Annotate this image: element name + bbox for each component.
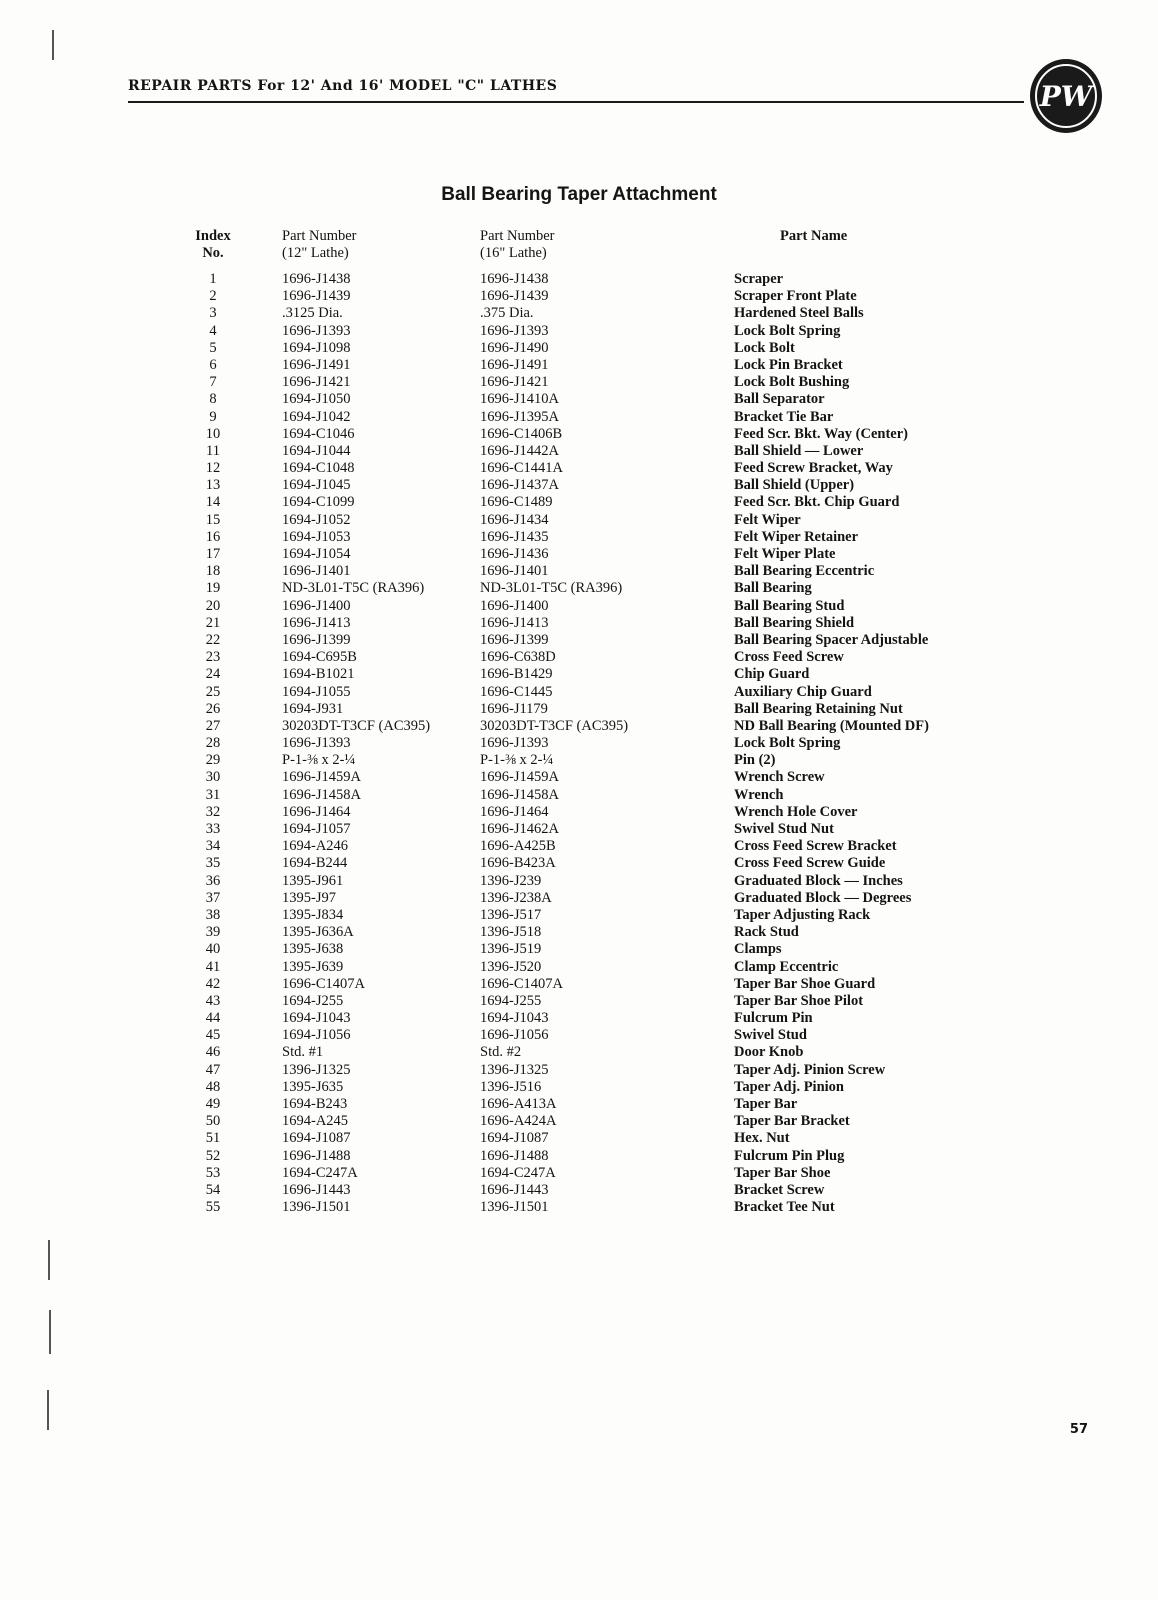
part12-cell: 1694-J931 — [282, 700, 344, 717]
table-row — [0, 340, 1158, 357]
table-row — [0, 305, 1158, 322]
table-row — [0, 804, 1158, 821]
part-name-cell: Wrench Screw — [734, 769, 825, 786]
part16-cell: 1396-J239 — [480, 872, 542, 889]
part16-cell: 30203DT-T3CF (AC395) — [480, 717, 629, 734]
table-row — [0, 357, 1158, 374]
table-row — [0, 787, 1158, 804]
index-cell: 12 — [205, 460, 221, 477]
part16-cell: ND-3L01-T5C (RA396) — [480, 580, 623, 597]
part-name-cell: Lock Bolt Spring — [734, 322, 841, 339]
part16-cell: 1696-J1393 — [480, 322, 549, 339]
table-row — [0, 666, 1158, 683]
part16-cell: 1396-J516 — [480, 1078, 542, 1095]
table-row — [0, 941, 1158, 958]
part12-cell: 1694-J255 — [282, 992, 344, 1009]
index-cell: 16 — [205, 528, 221, 545]
part12-cell: 1694-C1099 — [282, 494, 355, 511]
part-name-cell: Ball Separator — [734, 391, 825, 408]
table-row — [0, 1079, 1158, 1096]
part16-cell: 1696-C638D — [480, 649, 556, 666]
part-name-cell: Ball Bearing Stud — [734, 597, 845, 614]
table-row — [0, 684, 1158, 701]
part-name-cell: Hex. Nut — [734, 1130, 790, 1147]
index-cell: 45 — [205, 1027, 221, 1044]
part-name-cell: Hardened Steel Balls — [734, 305, 864, 322]
part-name-cell: Scraper — [734, 271, 784, 287]
part-name-cell: Bracket Tee Nut — [734, 1199, 835, 1216]
part-name-cell: Rack Stud — [734, 924, 799, 941]
part16-cell: 1696-J1410A — [480, 391, 559, 408]
index-cell: 35 — [205, 855, 221, 872]
part12-cell: 1694-A245 — [282, 1113, 349, 1130]
part-name-cell: Feed Screw Bracket, Way — [734, 460, 893, 477]
index-cell: 32 — [205, 803, 221, 820]
part-name-cell: Wrench — [734, 786, 784, 803]
part12-cell: 1696-J1488 — [282, 1147, 351, 1164]
index-cell: 51 — [205, 1130, 221, 1147]
part12-cell: 1694-B243 — [282, 1096, 348, 1112]
column-header-part16-line2: (16" Lathe) — [480, 245, 547, 261]
index-cell: 39 — [205, 924, 221, 941]
part-name-cell: Clamp Eccentric — [734, 958, 839, 975]
index-cell: 14 — [205, 494, 221, 511]
part12-cell: 1395-J961 — [282, 872, 344, 889]
part-name-cell: Bracket Screw — [734, 1181, 825, 1198]
table-row — [0, 1182, 1158, 1199]
part-name-cell: Felt Wiper Retainer — [734, 528, 859, 545]
index-cell: 46 — [205, 1044, 221, 1061]
table-row — [0, 460, 1158, 477]
part16-cell: 1696-J1443 — [480, 1181, 549, 1198]
column-header-part12-line1: Part Number — [282, 228, 357, 244]
part12-cell: 1395-J639 — [282, 958, 344, 975]
pw-logo — [1028, 58, 1104, 134]
part-name-cell: Graduated Block — Inches — [734, 872, 903, 889]
part-name-cell: Clamps — [734, 941, 782, 958]
table-row — [0, 959, 1158, 976]
part12-cell: 1694-J1087 — [282, 1130, 351, 1147]
part12-cell: 1694-J1056 — [282, 1027, 351, 1044]
index-cell: 21 — [205, 614, 221, 631]
part16-cell: Std. #2 — [480, 1044, 522, 1061]
table-row — [0, 924, 1158, 941]
part16-cell: 1696-J1395A — [480, 408, 559, 425]
part12-cell: 1694-J1057 — [282, 821, 351, 837]
part16-cell: 1396-J1325 — [480, 1061, 549, 1078]
part-name-cell: Lock Bolt Bushing — [734, 374, 850, 391]
index-cell: 48 — [205, 1078, 221, 1095]
part12-cell: 1395-J636A — [282, 924, 354, 941]
part16-cell: 1696-J1400 — [480, 597, 549, 614]
index-cell: 36 — [205, 872, 221, 889]
page-header-title: REPAIR PARTS For 12' And 16' MODEL "C" LATHES — [128, 78, 558, 94]
index-cell: 38 — [205, 906, 221, 923]
column-header-part16 — [480, 228, 640, 262]
index-cell: 30 — [205, 769, 221, 786]
part16-cell: 1696-B423A — [480, 855, 556, 872]
table-row — [0, 1010, 1158, 1027]
table-row — [0, 907, 1158, 924]
table-row — [0, 855, 1158, 872]
table-row — [0, 632, 1158, 649]
part16-cell: 1696-J1437A — [480, 477, 559, 494]
column-header-name-line1: Part Name — [780, 228, 848, 244]
part-name-cell: Cross Feed Screw Guide — [734, 855, 886, 872]
part12-cell: 1694-J1098 — [282, 339, 351, 356]
part12-cell: 1696-J1393 — [282, 735, 351, 752]
part16-cell: 1694-J1043 — [480, 1010, 549, 1027]
part-name-cell: Chip Guard — [734, 666, 810, 683]
part16-cell: 1396-J517 — [480, 906, 542, 923]
index-cell: 13 — [205, 477, 221, 494]
part16-cell: 1696-J1393 — [480, 735, 549, 752]
table-row — [0, 288, 1158, 305]
table-row — [0, 409, 1158, 426]
index-cell: 25 — [205, 683, 221, 700]
table-row — [0, 323, 1158, 340]
index-cell: 24 — [205, 666, 221, 683]
part12-cell: 1396-J1325 — [282, 1061, 351, 1078]
part-name-cell: Taper Adj. Pinion — [734, 1078, 844, 1095]
part-name-cell: Feed Scr. Bkt. Chip Guard — [734, 494, 900, 511]
part12-cell: 1696-J1459A — [282, 769, 361, 786]
part12-cell: 1694-J1042 — [282, 408, 351, 425]
index-cell: 1 — [209, 271, 217, 287]
part12-cell: 1694-J1054 — [282, 546, 351, 562]
table-row — [0, 718, 1158, 735]
part-name-cell: Wrench Hole Cover — [734, 803, 858, 820]
part-name-cell: Door Knob — [734, 1044, 804, 1061]
index-cell: 10 — [205, 425, 221, 442]
part16-cell: 1696-J1442A — [480, 442, 559, 459]
table-row — [0, 1062, 1158, 1079]
part-name-cell: Swivel Stud — [734, 1027, 807, 1044]
parts-table — [0, 271, 1158, 1216]
part16-cell: 1696-C1489 — [480, 494, 553, 511]
index-cell: 54 — [205, 1181, 221, 1198]
page-number: 57 — [1069, 1422, 1088, 1437]
index-cell: 31 — [205, 786, 221, 803]
index-cell: 5 — [209, 339, 217, 356]
part12-cell: 1694-C1046 — [282, 425, 355, 442]
column-header-part16-line1: Part Number — [480, 228, 555, 244]
column-header-name — [780, 228, 900, 245]
part-name-cell: Scraper Front Plate — [734, 288, 857, 305]
part-name-cell: Felt Wiper Plate — [734, 546, 836, 562]
column-header-index-line1: Index — [195, 228, 231, 244]
part12-cell: 1694-A246 — [282, 838, 349, 855]
part12-cell: 1694-C1048 — [282, 460, 355, 477]
table-row — [0, 512, 1158, 529]
table-row — [0, 443, 1158, 460]
part16-cell: 1696-J1488 — [480, 1147, 549, 1164]
index-cell: 22 — [205, 631, 221, 648]
part-name-cell: Ball Bearing Spacer Adjustable — [734, 631, 929, 648]
index-cell: 49 — [205, 1096, 221, 1112]
part12-cell: 1694-J1044 — [282, 442, 351, 459]
table-row — [0, 271, 1158, 288]
part-name-cell: Graduated Block — Degrees — [734, 889, 912, 906]
pw-logo-text: PW — [1039, 80, 1093, 113]
part12-cell: 1696-J1458A — [282, 786, 361, 803]
index-cell: 34 — [205, 838, 221, 855]
part16-cell: 1696-J1434 — [480, 511, 549, 528]
part-name-cell: Bracket Tie Bar — [734, 408, 834, 425]
part-name-cell: Fulcrum Pin — [734, 1010, 813, 1027]
index-cell: 44 — [205, 1010, 221, 1027]
part-name-cell: Fulcrum Pin Plug — [734, 1147, 845, 1164]
table-row — [0, 1148, 1158, 1165]
part-name-cell: Feed Scr. Bkt. Way (Center) — [734, 425, 908, 442]
part-name-cell: Taper Adjusting Rack — [734, 906, 871, 923]
part-name-cell: Taper Bar Shoe — [734, 1164, 831, 1181]
index-cell: 43 — [205, 992, 221, 1009]
part16-cell: 1694-J255 — [480, 992, 542, 1009]
table-row — [0, 735, 1158, 752]
table-row — [0, 1027, 1158, 1044]
part16-cell: 1696-J1179 — [480, 700, 548, 717]
table-row — [0, 1113, 1158, 1130]
part12-cell: 1395-J638 — [282, 941, 344, 958]
section-title: Ball Bearing Taper Attachment — [441, 184, 717, 205]
index-cell: 28 — [205, 735, 221, 752]
table-row — [0, 752, 1158, 769]
table-row — [0, 873, 1158, 890]
part12-cell: 1694-J1053 — [282, 528, 351, 545]
part12-cell: 1694-B1021 — [282, 666, 355, 683]
table-row — [0, 701, 1158, 718]
column-header-index — [188, 228, 238, 262]
table-row — [0, 563, 1158, 580]
part12-cell: 1694-J1050 — [282, 391, 351, 408]
scan-mark — [48, 1240, 50, 1280]
part16-cell: 1696-J1413 — [480, 614, 549, 631]
part16-cell: 1696-J1439 — [480, 288, 549, 305]
part12-cell: 1696-J1443 — [282, 1181, 351, 1198]
table-row — [0, 391, 1158, 408]
part-name-cell: Pin (2) — [734, 752, 776, 769]
part12-cell: 1694-C695B — [282, 649, 357, 666]
index-cell: 11 — [206, 442, 220, 459]
part16-cell: 1696-C1407A — [480, 975, 563, 992]
index-cell: 55 — [205, 1199, 221, 1216]
part12-cell: 1696-C1407A — [282, 975, 365, 992]
part16-cell: 1696-J1438 — [480, 271, 549, 287]
header-rule — [128, 101, 1024, 103]
part16-cell: 1696-A413A — [480, 1096, 557, 1112]
part12-cell: 1696-J1413 — [282, 614, 351, 631]
part12-cell: Std. #1 — [282, 1044, 324, 1061]
part-name-cell: Ball Bearing Retaining Nut — [734, 700, 903, 717]
part12-cell: 1396-J1501 — [282, 1199, 351, 1216]
part12-cell: 1696-J1439 — [282, 288, 351, 305]
table-row — [0, 546, 1158, 563]
column-header-part12 — [282, 228, 442, 262]
part-name-cell: Ball Bearing Shield — [734, 614, 855, 631]
part16-cell: 1696-J1491 — [480, 356, 549, 373]
part12-cell: 1696-J1464 — [282, 803, 351, 820]
table-row — [0, 615, 1158, 632]
index-cell: 50 — [205, 1113, 221, 1130]
index-cell: 23 — [205, 649, 221, 666]
part16-cell: 1396-J518 — [480, 924, 542, 941]
part16-cell: 1696-J1459A — [480, 769, 559, 786]
part12-cell: 1395-J635 — [282, 1078, 344, 1095]
part16-cell: 1396-J238A — [480, 889, 552, 906]
part12-cell: ND-3L01-T5C (RA396) — [282, 580, 425, 597]
index-cell: 53 — [205, 1164, 221, 1181]
part12-cell: 1694-B244 — [282, 855, 348, 872]
table-row — [0, 1199, 1158, 1216]
table-row — [0, 529, 1158, 546]
part-name-cell: Lock Pin Bracket — [734, 356, 843, 373]
table-row — [0, 1165, 1158, 1182]
part16-cell: 1696-A425B — [480, 838, 556, 855]
part-name-cell: Ball Shield (Upper) — [734, 477, 855, 494]
index-cell: 41 — [205, 958, 221, 975]
index-cell: 20 — [205, 597, 221, 614]
index-cell: 40 — [205, 941, 221, 958]
part12-cell: 1696-J1401 — [282, 563, 351, 580]
table-row — [0, 374, 1158, 391]
part-name-cell: ND Ball Bearing (Mounted DF) — [734, 717, 929, 734]
part16-cell: 1696-J1401 — [480, 563, 549, 580]
column-header-part12-line2: (12" Lathe) — [282, 245, 349, 261]
part-name-cell: Lock Bolt — [734, 339, 795, 356]
index-cell: 6 — [209, 356, 217, 373]
part16-cell: 1396-J1501 — [480, 1199, 549, 1216]
part12-cell: 1694-C247A — [282, 1164, 358, 1181]
index-cell: 15 — [205, 511, 221, 528]
part12-cell: 1694-J1052 — [282, 511, 351, 528]
table-row — [0, 838, 1158, 855]
part-name-cell: Taper Bar Shoe Guard — [734, 975, 876, 992]
table-row — [0, 426, 1158, 443]
part-name-cell: Swivel Stud Nut — [734, 821, 834, 837]
table-row — [0, 890, 1158, 907]
index-cell: 42 — [205, 975, 221, 992]
part-name-cell: Auxiliary Chip Guard — [734, 683, 872, 700]
part12-cell: 1696-J1438 — [282, 271, 351, 287]
part12-cell: 1395-J97 — [282, 889, 336, 906]
part-name-cell: Taper Bar Shoe Pilot — [734, 992, 864, 1009]
part12-cell: 1696-J1399 — [282, 631, 351, 648]
part16-cell: 1696-B1429 — [480, 666, 553, 683]
index-cell: 52 — [205, 1147, 221, 1164]
index-cell: 9 — [209, 408, 217, 425]
index-cell: 27 — [205, 717, 221, 734]
part12-cell: .3125 Dia. — [282, 305, 343, 322]
table-row — [0, 821, 1158, 838]
part16-cell: 1696-J1436 — [480, 546, 549, 562]
part12-cell: P-1-⅜ x 2-¼ — [282, 752, 356, 769]
part-name-cell: Taper Adj. Pinion Screw — [734, 1061, 886, 1078]
index-cell: 8 — [209, 391, 217, 408]
scan-mark — [47, 1390, 49, 1430]
table-row — [0, 598, 1158, 615]
column-header-index-line2: No. — [202, 245, 224, 261]
scan-mark — [49, 1310, 51, 1354]
part16-cell: 1696-J1464 — [480, 803, 549, 820]
part16-cell: 1696-C1441A — [480, 460, 563, 477]
part12-cell: 30203DT-T3CF (AC395) — [282, 717, 431, 734]
part-name-cell: Ball Bearing — [734, 580, 812, 597]
part12-cell: 1395-J834 — [282, 906, 344, 923]
part16-cell: .375 Dia. — [480, 305, 534, 322]
part12-cell: 1696-J1491 — [282, 356, 351, 373]
table-row — [0, 477, 1158, 494]
part16-cell: 1696-J1462A — [480, 821, 559, 837]
part16-cell: P-1-⅜ x 2-¼ — [480, 752, 554, 769]
part16-cell: 1696-J1421 — [480, 374, 549, 391]
index-cell: 26 — [205, 700, 221, 717]
part12-cell: 1694-J1045 — [282, 477, 351, 494]
index-cell: 47 — [205, 1061, 221, 1078]
part-name-cell: Lock Bolt Spring — [734, 735, 841, 752]
index-cell: 3 — [209, 305, 217, 322]
index-cell: 37 — [205, 889, 221, 906]
table-row — [0, 1044, 1158, 1061]
part-name-cell: Felt Wiper — [734, 511, 801, 528]
part-name-cell: Ball Bearing Eccentric — [734, 563, 875, 580]
part16-cell: 1396-J520 — [480, 958, 542, 975]
part16-cell: 1696-J1435 — [480, 528, 549, 545]
index-cell: 7 — [209, 374, 217, 391]
part16-cell: 1696-J1458A — [480, 786, 559, 803]
part16-cell: 1696-C1445 — [480, 683, 553, 700]
part-name-cell: Taper Bar — [734, 1096, 798, 1112]
part-name-cell: Cross Feed Screw — [734, 649, 844, 666]
part16-cell: 1396-J519 — [480, 941, 542, 958]
part16-cell: 1694-C247A — [480, 1164, 556, 1181]
index-cell: 18 — [205, 563, 221, 580]
part16-cell: 1696-J1056 — [480, 1027, 549, 1044]
part-name-cell: Cross Feed Screw Bracket — [734, 838, 897, 855]
table-row — [0, 976, 1158, 993]
part12-cell: 1696-J1421 — [282, 374, 351, 391]
index-cell: 29 — [205, 752, 221, 769]
part-name-cell: Ball Shield — Lower — [734, 442, 864, 459]
part-name-cell: Taper Bar Bracket — [734, 1113, 850, 1130]
part16-cell: 1696-J1399 — [480, 631, 549, 648]
table-row — [0, 993, 1158, 1010]
table-row — [0, 494, 1158, 511]
scan-mark — [52, 30, 54, 60]
index-cell: 33 — [205, 821, 221, 837]
part12-cell: 1696-J1393 — [282, 322, 351, 339]
part16-cell: 1694-J1087 — [480, 1130, 549, 1147]
part12-cell: 1694-J1055 — [282, 683, 351, 700]
part12-cell: 1696-J1400 — [282, 597, 351, 614]
table-row — [0, 769, 1158, 786]
index-cell: 2 — [209, 288, 217, 305]
part16-cell: 1696-C1406B — [480, 425, 563, 442]
index-cell: 19 — [205, 580, 221, 597]
index-cell: 17 — [205, 546, 221, 562]
table-row — [0, 649, 1158, 666]
table-row — [0, 580, 1158, 597]
table-row — [0, 1130, 1158, 1147]
part16-cell: 1696-J1490 — [480, 339, 549, 356]
part16-cell: 1696-A424A — [480, 1113, 557, 1130]
index-cell: 4 — [209, 322, 217, 339]
part12-cell: 1694-J1043 — [282, 1010, 351, 1027]
table-row — [0, 1096, 1158, 1113]
